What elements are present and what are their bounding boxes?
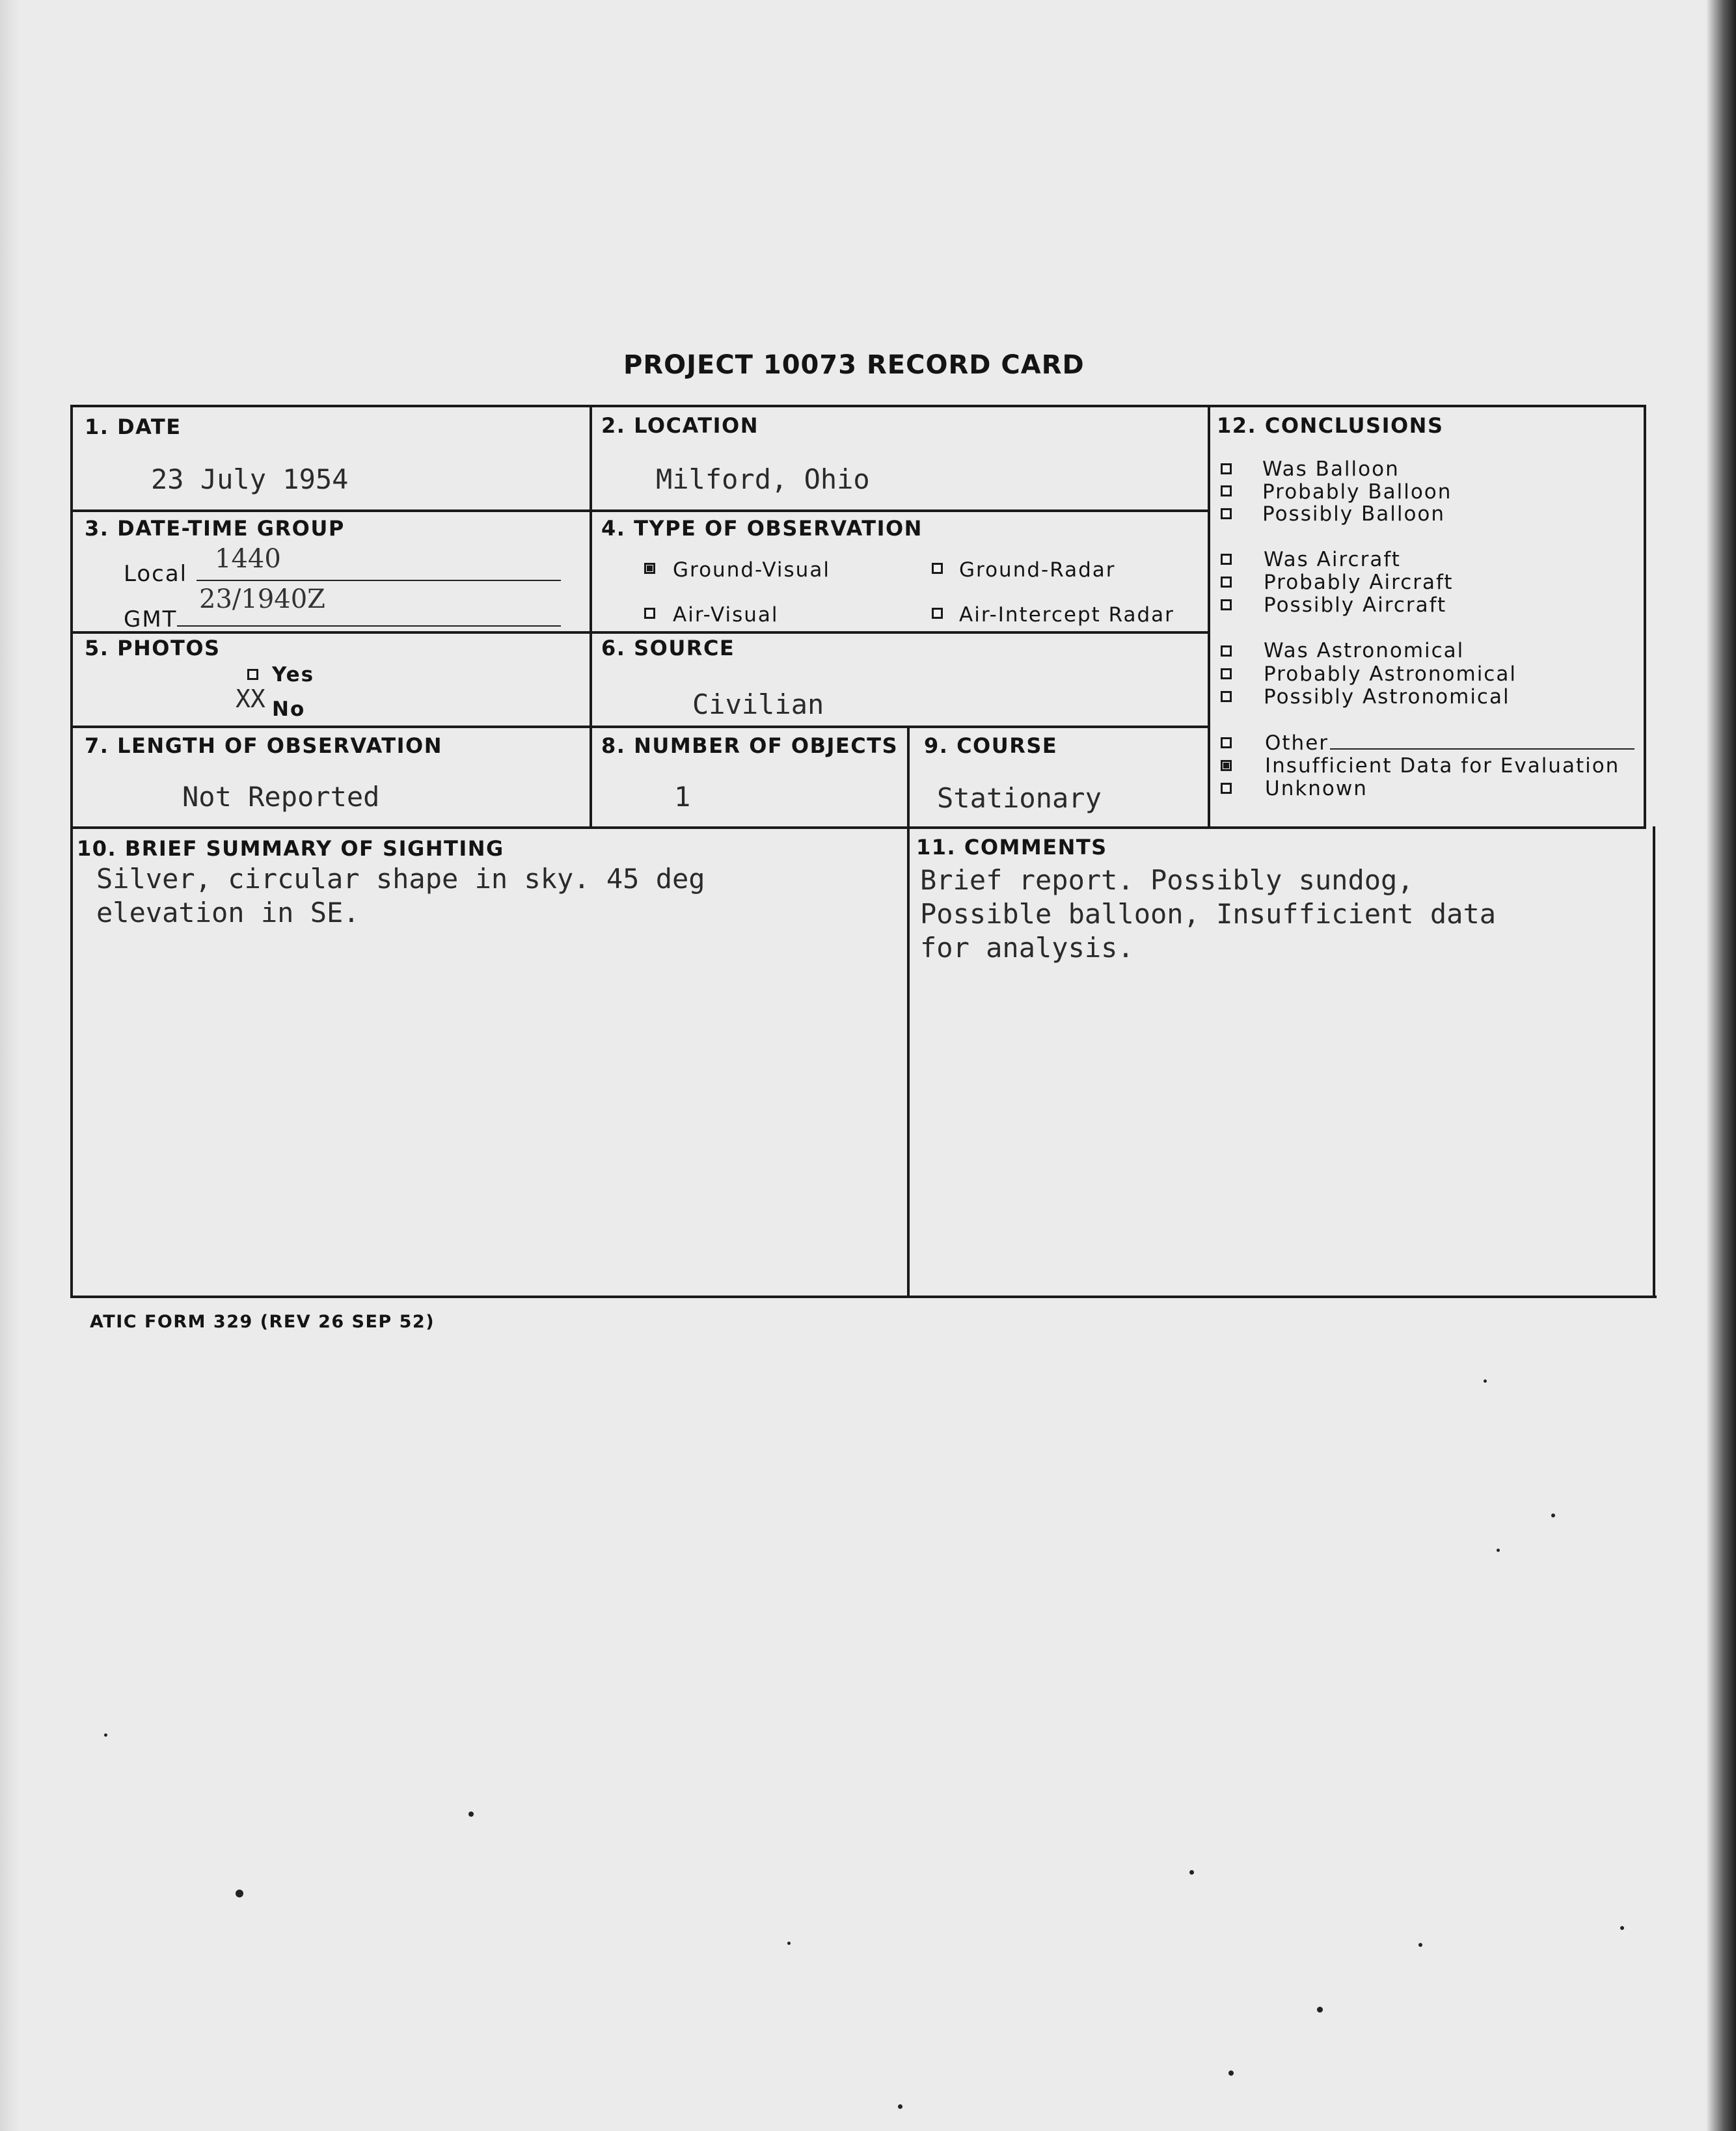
other-underline <box>1330 748 1634 750</box>
unknown-label: Unknown <box>1265 777 1368 800</box>
comments-line: Brief report. Possibly sundog, <box>920 864 1414 896</box>
air-intercept-radar-label: Air-Intercept Radar <box>959 603 1174 627</box>
unknown-checkbox[interactable] <box>1221 783 1232 794</box>
possibly-balloon-checkbox[interactable] <box>1221 508 1232 519</box>
date-label: 1. DATE <box>85 414 182 439</box>
gmt-time-label: GMT <box>124 606 178 632</box>
comments-line: for analysis. <box>920 932 1134 964</box>
ground-visual-checkbox[interactable] <box>644 563 655 574</box>
length-of-observation-label: 7. LENGTH OF OBSERVATION <box>85 733 442 758</box>
photos-yes-checkbox[interactable] <box>247 669 258 680</box>
probably-aircraft-label: Probably Aircraft <box>1264 571 1454 594</box>
source-label: 6. SOURCE <box>601 636 735 660</box>
scan-right-edge <box>1706 0 1736 2131</box>
form-id: ATIC FORM 329 (REV 26 SEP 52) <box>90 1312 435 1332</box>
probably-aircraft-checkbox[interactable] <box>1221 577 1232 588</box>
air-visual-checkbox[interactable] <box>644 608 655 619</box>
ground-radar-label: Ground-Radar <box>959 558 1116 582</box>
possibly-aircraft-checkbox[interactable] <box>1221 599 1232 610</box>
ground-radar-checkbox[interactable] <box>932 563 943 574</box>
was-astronomical-label: Was Astronomical <box>1264 639 1465 662</box>
probably-balloon-label: Probably Balloon <box>1262 480 1452 504</box>
course-label: 9. COURSE <box>924 733 1058 758</box>
summary-line: elevation in SE. <box>96 897 360 929</box>
was-astronomical-checkbox[interactable] <box>1221 645 1232 657</box>
source-value: Civilian <box>692 688 824 720</box>
scan-left-edge <box>0 0 20 2131</box>
local-time-underline <box>197 580 561 581</box>
length-of-observation-value: Not Reported <box>182 781 380 813</box>
air-visual-label: Air-Visual <box>673 603 779 627</box>
possibly-astronomical-checkbox[interactable] <box>1221 691 1232 702</box>
was-balloon-label: Was Balloon <box>1262 457 1400 481</box>
date-value: 23 July 1954 <box>151 463 349 495</box>
summary-label: 10. BRIEF SUMMARY OF SIGHTING <box>77 836 504 861</box>
gmt-time-underline <box>177 625 561 627</box>
other-checkbox[interactable] <box>1221 737 1232 748</box>
air-intercept-radar-checkbox[interactable] <box>932 608 943 619</box>
was-aircraft-label: Was Aircraft <box>1264 548 1401 571</box>
was-balloon-checkbox[interactable] <box>1221 463 1232 474</box>
possibly-astronomical-label: Possibly Astronomical <box>1264 685 1510 709</box>
other-label: Other <box>1265 731 1329 755</box>
date-time-group-label: 3. DATE-TIME GROUP <box>85 516 345 541</box>
ground-visual-label: Ground-Visual <box>673 558 830 582</box>
comments-label: 11. COMMENTS <box>916 835 1107 860</box>
photos-label: 5. PHOTOS <box>85 636 221 660</box>
probably-balloon-checkbox[interactable] <box>1221 485 1232 496</box>
probably-astronomical-label: Probably Astronomical <box>1264 662 1517 686</box>
insufficient-data-label: Insufficient Data for Evaluation <box>1265 754 1620 778</box>
number-of-objects-value: 1 <box>674 781 691 813</box>
insufficient-data-checkbox[interactable] <box>1221 760 1232 771</box>
local-time-value: 1440 <box>215 544 281 574</box>
photos-no-label: No <box>272 698 306 721</box>
possibly-balloon-label: Possibly Balloon <box>1262 502 1446 526</box>
was-aircraft-checkbox[interactable] <box>1221 554 1232 565</box>
card-title: PROJECT 10073 RECORD CARD <box>623 350 1085 380</box>
probably-astronomical-checkbox[interactable] <box>1221 668 1232 679</box>
course-value: Stationary <box>937 782 1102 814</box>
summary-line: Silver, circular shape in sky. 45 deg <box>96 863 705 895</box>
possibly-aircraft-label: Possibly Aircraft <box>1264 593 1447 617</box>
number-of-objects-label: 8. NUMBER OF OBJECTS <box>601 733 899 758</box>
location-value: Milford, Ohio <box>656 463 870 495</box>
conclusions-label: 12. CONCLUSIONS <box>1217 413 1444 438</box>
gmt-time-value: 23/1940Z <box>199 584 325 614</box>
type-of-observation-label: 4. TYPE OF OBSERVATION <box>601 516 923 541</box>
location-label: 2. LOCATION <box>601 413 759 438</box>
photos-no-mark: XX <box>236 685 265 713</box>
comments-line: Possible balloon, Insufficient data <box>920 898 1497 930</box>
local-time-label: Local <box>124 561 188 587</box>
photos-yes-label: Yes <box>272 663 315 686</box>
